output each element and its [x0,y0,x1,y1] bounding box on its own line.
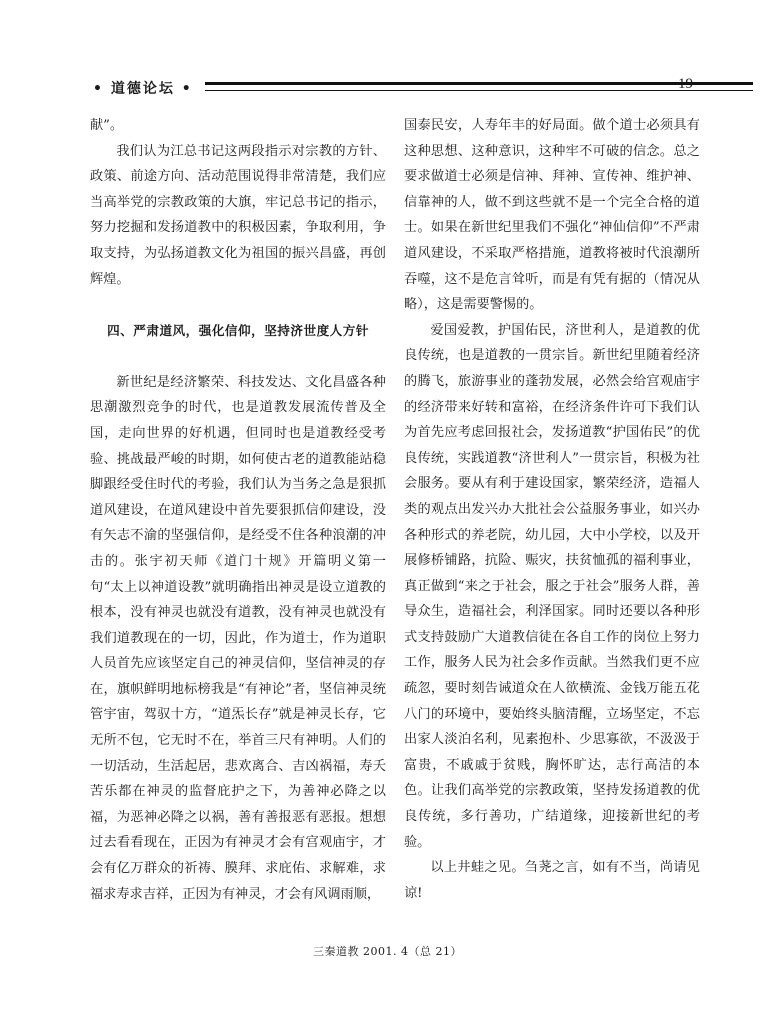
paragraph: 我们认为江总书记这两段指示对宗教的方针、政策、前途方向、活动范围说得非常清楚，我们应当高举党的宗教政策的大旗，牢记总书记的指示，努力挖掘和发扬道教中的积极因素，争取利用，争取支持，为弘扬道教文化为祖国的振兴昌盛，再创辉煌。 [90,143,386,287]
right-column [404,113,700,906]
page-header [93,74,693,102]
paragraph: 新世纪是经济繁荣、科技发达、文化昌盛各种思潮激烈竞争的时代，也是道教发展流传普及全国，走向世界的好机遇，但同时也是道教经受考验、挑战最严峻的时期，如何使古老的道教能站稳脚跟经受住时代的考验，我们认为当务之急是狠抓道风建设，在道风建设中首先要狠抓信仰建设，没有矢志不渝的坚强信仰，是经受不住各种浪潮的冲击的。张宇初天师《道门十规》开篇明义第一句“太上以神道设教”就明确指出神灵是设立道教的根本，没有神灵也就没有道教，没有神灵也就没有我们道教现在的一切，因此，作为道士，作为道职人员首先应该坚定自己的神灵信仰，坚信神灵的存在，旗帜鲜明地标榜我是“有神论”者，坚信神灵统管宇宙，驾驭十方，“道炁长存”就是神灵长存，它无所不包，它无时不在，举首三尺有神明。人们的一切活动，生活起居，悲欢离合、吉凶祸福，寿夭苦乐都在神灵的监督庇护之下，为善神必降之以福，为恶神必降之以祸，善有善报恶有恶报。想想过去看看现在，正因为有神灵才会有宫观庙宇，才会有亿万群众的祈祷、膜拜、求庇佑、求解难，求福求寿求吉祥，正因为有神灵，才会有风调雨顺， [90,374,386,902]
section-heading: 四、严肃道风，强化信仰，坚持济世度人方针 [107,323,369,339]
page-footer: 三秦道教 2001. 4（总 21） [313,945,462,958]
page-number: 19 [678,76,693,92]
column-title: • 道德论坛 • [93,81,193,97]
paragraph: 以上井蛙之见。刍荛之言，如有不当，尚请见谅! [404,860,700,901]
paragraph: 爱国爱教，护国佑民，济世利人，是道教的优良传统，也是道教的一贯宗旨。新世纪里随着经济的腾飞，旅游事业的蓬勃发展，必然会给宫观庙宇的经济带来好转和富裕，在经济条件许可下我们认为首先应考虑回报社会，发扬道教“护国佑民”的优良传统，实践道教“济世利人”一贯宗旨，积极为社会服务。要从有利于建设国家，繁荣经济，造福人类的观点出发兴办大批社会公益服务事业，如兴办各种形式的养老院，幼儿园，大中小学校，以及开展修桥铺路，抗险、赈灾，扶贫恤孤的福利事业，真正做到“来之于社会，服之于社会”服务人群，善导众生，造福社会，利泽国家。同时还要以各种形式支持鼓励广大道教信徒在各自工作的岗位上努力工作，服务人民为社会多作贡献。当然我们更不应疏忽，要时刻告诫道众在人欲横流、金钱万能五花八门的环境中，要始终头脑清醒，立场坚定，不忘出家人淡泊名利，见素抱朴、少思寡欲，不汲汲于富贵，不戚戚于贫贱，胸怀旷达，志行高洁的本色。让我们高举党的宗教政策，坚持发扬道教的优良传统，多行善功，广结道缘，迎接新世纪的考验。 [404,322,700,850]
header-rule [205,82,753,91]
left-column [90,113,386,907]
paragraph: 献”。 [90,118,124,133]
paragraph: 国泰民安，人寿年丰的好局面。做个道士必须具有这种思想、这种意识，这种牢不可破的信念。总之要求做道士必须是信神、拜神、宣传神、维护神、信靠神的人，做不到这些就不是一个完全合格的道士。如果在新世纪里我们不强化“神仙信仰”不严肃道风建设，不采取严格措施，道教将被时代浪潮所吞噬，这不是危言耸听，而是有凭有据的（情况从略），这是需要警惕的。 [404,118,700,313]
